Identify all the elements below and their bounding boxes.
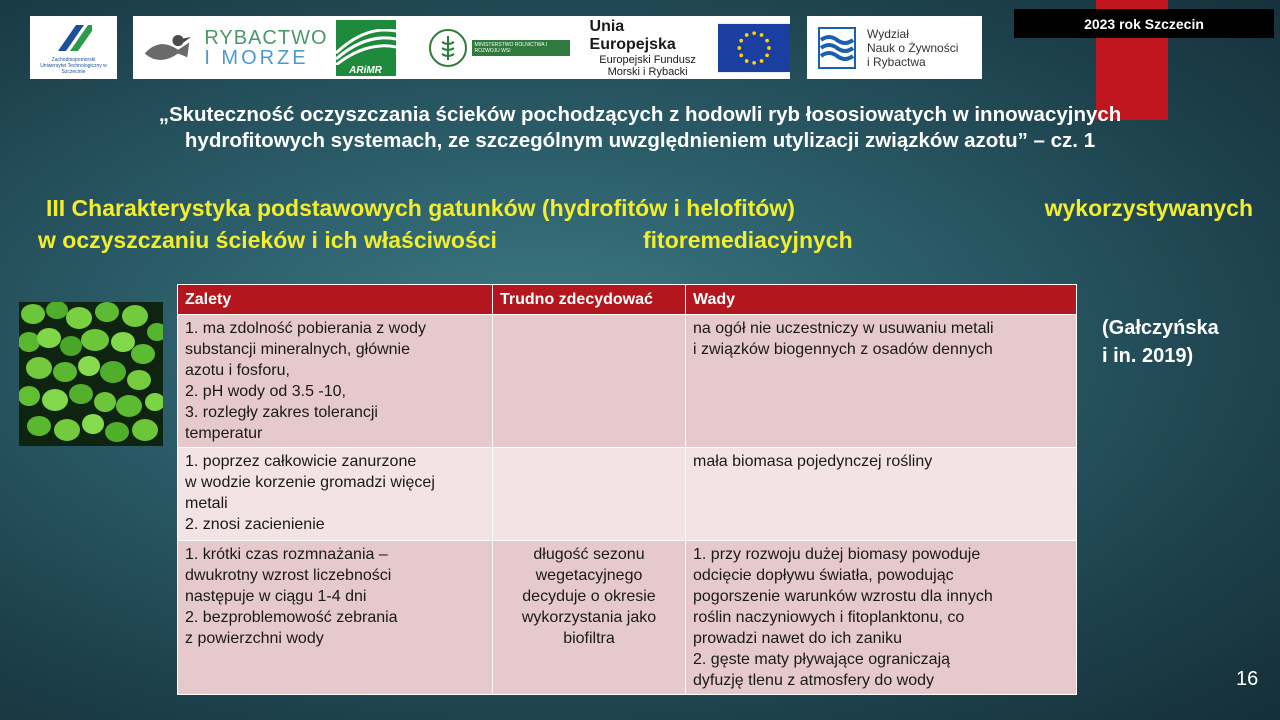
ministry-seal-icon [428, 28, 468, 68]
cell-line: następuje w ciągu 1-4 dni [185, 588, 367, 605]
header-cons: Wady [686, 285, 1077, 315]
zut-logo-text: Zachodniopomorski Uniwersytet Technologiczny w Szczecinie [40, 56, 107, 75]
cell-line: dwukrotny wzrost liczebności [185, 567, 392, 584]
species-properties-table [177, 284, 1077, 695]
cell-line: roślin naczyniowych i fitoplanktonu, co [693, 609, 965, 626]
duckweed-image-icon [19, 302, 163, 446]
row2-cons [686, 448, 1077, 541]
table-row [178, 315, 1077, 448]
table-row [178, 448, 1077, 541]
cell-line: 2. bezproblemowość zebrania [185, 609, 398, 626]
slide-title-line1: „Skuteczność oczyszczania ścieków pochodzących z hodowli ryb łososiowatych w innowacyjnych [158, 103, 1122, 126]
citation [1102, 314, 1219, 370]
row2-undecided [493, 448, 686, 541]
arimr-logo-text: ARiMR [349, 64, 382, 76]
zut-logo-icon [54, 21, 94, 55]
ministry-logo [428, 28, 570, 68]
eu-sub1: Europejski Fundusz [599, 53, 696, 66]
row1-undecided [493, 315, 686, 448]
cell-line: pogorszenie warunków wzrostu dla innych [693, 588, 993, 605]
cell-line: na ogół nie uczestniczy w usuwaniu metali [693, 320, 994, 337]
ministry-logo-text: MINISTERSTWO ROLNICTWA I ROZWOJU WSI [472, 40, 570, 56]
cell-line: dyfuzję tlenu z atmosfery do wody [693, 672, 935, 689]
eu-title: Unia Europejska [589, 17, 676, 53]
table-row [178, 541, 1077, 695]
section-heading-line1-part2: wykorzystywanych [1044, 195, 1253, 221]
logo-strip-funding [133, 16, 790, 79]
citation-line1: (Gałczyńska [1102, 317, 1219, 339]
rybactwo-logo-line2: I MORZE [204, 46, 309, 69]
table-header-row [178, 285, 1077, 315]
cell-line: 1. ma zdolność pobierania z wody [185, 320, 427, 337]
cell-line: w wodzie korzenie gromadzi więcej [185, 474, 435, 491]
section-heading [38, 192, 1253, 256]
arimr-logo [336, 20, 396, 76]
cell-line: biofiltra [563, 630, 615, 647]
row1-pros [178, 315, 493, 448]
cell-line: mała biomasa pojedynczej rośliny [693, 453, 933, 470]
cell-line: i związków biogennych z osadów dennych [693, 341, 993, 358]
cell-line: temperatur [185, 425, 263, 442]
duckweed-photo [19, 302, 163, 446]
logo-zut [30, 16, 117, 79]
eu-sub2: Morski i Rybacki [607, 65, 688, 78]
row3-pros [178, 541, 493, 695]
cell-line: metali [185, 495, 228, 512]
row2-pros [178, 448, 493, 541]
slide-title [40, 102, 1240, 154]
year-label: 2023 rok Szczecin [1014, 9, 1274, 38]
citation-line2: i in. 2019) [1102, 345, 1194, 367]
eu-text [590, 18, 706, 78]
section-heading-line2-part1: w oczyszczaniu ścieków i ich właściwości [38, 227, 497, 253]
faculty-line2: Nauk o Żywności [867, 40, 959, 55]
cell-line: z powierzchni wody [185, 630, 324, 647]
fish-bird-logo-icon [141, 24, 200, 72]
cell-line: wegetacyjnego [535, 567, 643, 584]
faculty-line1: Wydział [867, 26, 909, 41]
cell-line: 1. przy rozwoju dużej biomasy powoduje [693, 546, 981, 563]
cell-line: 2. pH wody od 3.5 -10, [185, 383, 346, 400]
header-undecided: Trudno zdecydować [493, 285, 686, 315]
page-number: 16 [1236, 668, 1259, 690]
cell-line: wykorzystania jako [521, 609, 657, 626]
cell-line: odcięcie dopływu światła, powodując [693, 567, 954, 584]
logo-faculty [807, 16, 982, 79]
cell-line: 2. znosi zacienienie [185, 516, 325, 533]
slide-title-line2: hydrofitowych systemach, ze szczególnym uwzględnieniem utylizacji związków azotu” – cz. 1 [184, 129, 1096, 152]
row3-cons [686, 541, 1077, 695]
cell-line: 1. poprzez całkowicie zanurzone [185, 453, 417, 470]
cell-line: 2. gęste maty pływające ograniczają [693, 651, 951, 668]
section-heading-line2-part2: fitoremediacyjnych [643, 227, 853, 253]
eu-flag-icon [718, 22, 790, 74]
faculty-line3: i Rybactwa [867, 54, 926, 69]
cell-line: substancji mineralnych, głównie [185, 341, 410, 358]
header-pros: Zalety [178, 285, 493, 315]
row1-cons [686, 315, 1077, 448]
cell-line: długość sezonu [533, 546, 645, 563]
section-heading-line2 [38, 224, 1253, 256]
cell-line: prowadzi nawet do ich zaniku [693, 630, 903, 647]
faculty-wave-icon [817, 26, 857, 70]
row3-undecided [493, 541, 686, 695]
cell-line: 1. krótki czas rozmnażania – [185, 546, 388, 563]
rybactwo-logo-line1: RYBACTWO [204, 26, 328, 49]
section-heading-line1-part1: III Charakterystyka podstawowych gatunków (hydrofitów i helofitów) [46, 195, 795, 221]
section-heading-line1 [38, 192, 1253, 224]
cell-line: 3. rozległy zakres tolerancji [185, 404, 378, 421]
arimr-fields-icon [336, 29, 396, 65]
cell-line: decyduje o okresie [522, 588, 656, 605]
cell-line: azotu i fosforu, [185, 362, 290, 379]
